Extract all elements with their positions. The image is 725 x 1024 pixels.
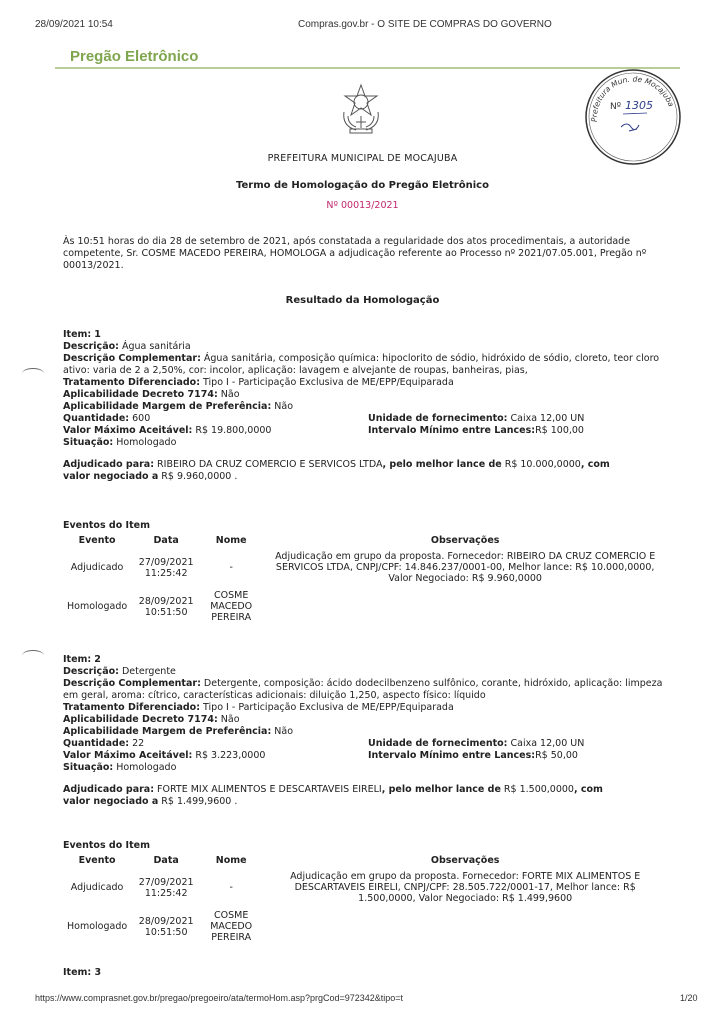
stamp-number: 1305 bbox=[625, 99, 653, 112]
intro-paragraph: Às 10:51 horas do dia 28 de setembro de 2021, após constatada a regularidade dos atos procedimentais, a autoridade competente, Sr. COSME MACEDO PEREIRA, HOMOLOGA a adjudicação referente ao Processo nº 2021/07.05.001, Pregão nº 00013/2021. bbox=[63, 236, 647, 271]
adjudication-line: Adjudicado para: FORTE MIX ALIMENTOS E DESCARTAVEIS EIRELI, pelo melhor lance de R$ 1.500,0000, com valor negociado a R$ 1.499,9600 . bbox=[63, 784, 603, 807]
item-block: Item: 1 Descrição: Água sanitária Descrição Complementar: Água sanitária, composição química: hipoclorito de sódio, hidróxido de sódio, cloreto, teor cloro ativo: varia de 2 a 2,50%, cor: incolor, aplicação: lavagem e alvejante de roupas, banheiras, pias, Tratamento Diferenciado: Tipo I - Participação Exclusiva de ME/EPP/Equiparada Aplicabilidade Decreto 7174: Não Aplicabilidade Margem de Preferência: Não Quantidade: 600 Unidade de fornecimento: Caixa 12,00 UN Valor Máximo Aceitável: R$ 19.800,0000 Intervalo Mínimo entre Lances:R$ 100,00 Situação: Homologado Adjudicado para: RIBEIRO DA CRUZ COMERCIO E SERVICOS LTDA, pelo melhor lance de R$ 10.000,0000, com valor negociado a R$ 9.960,0000 . bbox=[63, 329, 678, 483]
table-row: Homologado 28/09/2021 10:51:50 COSME MACEDO PEREIRA bbox=[67, 910, 253, 943]
municipality-name: PREFEITURA MUNICIPAL DE MOCAJUBA bbox=[267, 153, 458, 164]
footer-url: https://www.comprasnet.gov.br/pregao/pregoeiro/ata/termoHom.asp?prgCod=972342&tipo=t bbox=[35, 993, 404, 1003]
result-heading: Resultado da Homologação bbox=[285, 295, 440, 306]
events-table: Evento Data Nome Observações Adjudicado 27/09/2021 11:25:42 - Adjudicação em grupo da proposta. Fornecedor: RIBEIRO DA CRUZ COMERCIO E SERVICOS LTDA, CNPJ/CPF: 14.846.237/0001-00, Melhor lance: R$ 10.000,0000, Valor Negociado: R$ 9.960,0000 Homologado 28/09/2021 10:51:50 COSME MACEDO PEREIRA bbox=[63, 533, 669, 626]
document-number: Nº 00013/2021 bbox=[326, 200, 399, 211]
margin-mark bbox=[22, 650, 44, 661]
stamp-number-label: Nº bbox=[610, 102, 621, 112]
adjudication-line: Adjudicado para: RIBEIRO DA CRUZ COMERCIO E SERVICOS LTDA, pelo melhor lance de R$ 10.000,0000, com valor negociado a R$ 9.960,0000 . bbox=[63, 459, 610, 482]
margin-mark bbox=[22, 368, 44, 379]
protocol-stamp-icon bbox=[583, 67, 683, 167]
table-row: Adjudicado 27/09/2021 11:25:42 - Adjudicação em grupo da proposta. Fornecedor: RIBEIRO DA CRUZ COMERCIO E SERVICOS LTDA, CNPJ/CPF: 14.846.237/0001-00, Melhor lance: R$ 10.000,0000, Valor Negociado: R$ 9.960,0000 bbox=[70, 551, 656, 584]
table-row: Adjudicado 27/09/2021 11:25:42 - Adjudicação em grupo da proposta. Fornecedor: FORTE MIX ALIMENTOS E DESCARTAVEIS EIRELI, CNPJ/CPF: 28.505.722/0001-17, Melhor lance: R$ 1.500,0000, Valor Negociado: R$ 1.499,9600 bbox=[70, 871, 641, 904]
document-title: Termo de Homologação do Pregão Eletrônico bbox=[236, 180, 489, 191]
print-site-title: Compras.gov.br - O SITE DE COMPRAS DO GOVERNO bbox=[298, 19, 552, 30]
stamp-text: Prefeitura Mun. de Mocajuba bbox=[589, 74, 676, 123]
print-date: 28/09/2021 10:54 bbox=[35, 19, 113, 30]
pregao-banner: Pregão Eletrônico bbox=[70, 48, 199, 65]
next-item-heading: Item: 3 bbox=[63, 967, 102, 978]
item-block: Item: 2 Descrição: Detergente Descrição Complementar: Detergente, composição: ácido dodecilbenzeno sulfônico, corante, hidróxido, aplicação: limpeza em geral, aroma: cítrico, características adicionais: diluição 1,250, aspecto físico: líquido Tratamento Diferenciado: Tipo I - Participação Exclusiva de ME/EPP/Equiparada Aplicabilidade Decreto 7174: Não Aplicabilidade Margem de Preferência: Não Quantidade: 22 Unidade de fornecimento: Caixa 12,00 UN Valor Máximo Aceitável: R$ 3.223,0000 Intervalo Mínimo entre Lances:R$ 50,00 Situação: Homologado Adjudicado para: FORTE MIX ALIMENTOS E DESCARTAVEIS EIRELI, pelo melhor lance de R$ 1.500,0000, com valor negociado a R$ 1.499,9600 . bbox=[63, 654, 678, 808]
events-table-block: Eventos do Item Evento Data Nome Observações Adjudicado 27/09/2021 11:25:42 - Adjudicação em grupo da proposta. Fornecedor: FORTE MIX ALIMENTOS E DESCARTAVEIS EIRELI, CNPJ/CPF: 28.505.722/0001-17, Melhor lance: R$ 1.500,0000, Valor Negociado: R$ 1.499,9600 Homologado 28/09/2021 10:51:50 COSME MACEDO PEREIRA bbox=[63, 840, 678, 946]
page-number: 1/20 bbox=[680, 993, 698, 1003]
events-table-block: Eventos do Item Evento Data Nome Observações Adjudicado 27/09/2021 11:25:42 - Adjudicação em grupo da proposta. Fornecedor: RIBEIRO DA CRUZ COMERCIO E SERVICOS LTDA, CNPJ/CPF: 14.846.237/0001-00, Melhor lance: R$ 10.000,0000, Valor Negociado: R$ 9.960,0000 Homologado 28/09/2021 10:51:50 COSME MACEDO PEREIRA bbox=[63, 520, 678, 626]
events-table: Evento Data Nome Observações Adjudicado 27/09/2021 11:25:42 - Adjudicação em grupo da proposta. Fornecedor: FORTE MIX ALIMENTOS E DESCARTAVEIS EIRELI, CNPJ/CPF: 28.505.722/0001-17, Melhor lance: R$ 1.500,0000, Valor Negociado: R$ 1.499,9600 Homologado 28/09/2021 10:51:50 COSME MACEDO PEREIRA bbox=[63, 853, 669, 946]
brasao-icon bbox=[338, 82, 384, 136]
table-row: Homologado 28/09/2021 10:51:50 COSME MACEDO PEREIRA bbox=[67, 590, 253, 623]
